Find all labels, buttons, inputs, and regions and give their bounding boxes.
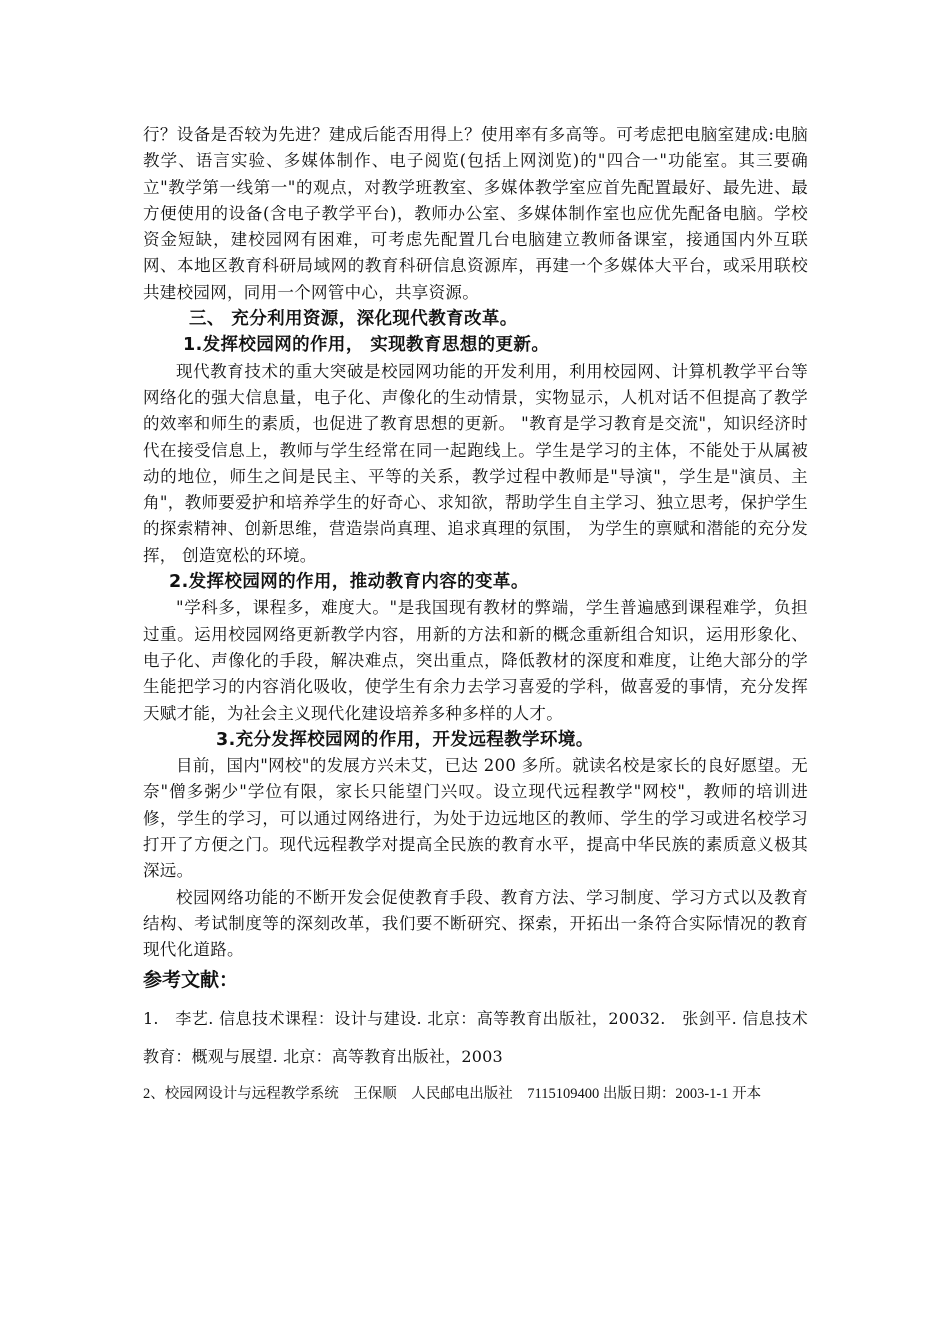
subsection-3-3-paragraph: 目前，国内"网校"的发展方兴未艾，已达 200 多所。就读名校是家长的良好愿望。无奈"僧多粥少"学位有限，家长只能望门兴叹。设立现代远程教学"网校"，教师的培训进修，学生的学习，可以通过网络进行，为处于边远地区的教师、学生的学习或进名校学习打开了方便之门。现代远程教学对提高全民族的教育水平，提高中华民族的素质意义极其深远。 xyxy=(143,756,808,881)
intro-paragraph: 行？设备是否较为先进？建成后能否用得上？使用率有多高等。可考虑把电脑室建成:电脑教学、语言实验、多媒体制作、电子阅览(包括上网浏览)的"四合一"功能室。其三要确立"教学第一线第一"的观点，对教学班教室、多媒体教学室应首先配置最好、最先进、最方便使用的设备(含电子教学平台)，教师办公室、多媒体制作室也应优先配备电脑。学校资金短缺，建校园网有困难，可考虑先配置几台电脑建立教师备课室，接通国内外互联网、本地区教育科研局域网的教育科研信息资源库，再建一个多媒体大平台，或采用联校共建校园网，同用一个网管中心，共享资源。 xyxy=(143,125,808,302)
reference-item-1: 1. 李艺. 信息技术课程：设计与建设. 北京：高等教育出版社，20032. 张剑平. 信息技术教育：概观与展望. 北京：高等教育出版社，2003 xyxy=(143,1008,808,1066)
document-page xyxy=(143,122,808,1106)
section-3-heading: 三、 充分利用资源，深化现代教育改革。 xyxy=(189,309,518,330)
reference-item-2: 2、校园网设计与远程教学系统 王保顺 人民邮电出版社 7115109400 出版日期：2003-1-1 开本 xyxy=(143,1085,762,1102)
subsection-3-2-heading: 2.发挥校园网的作用，推动教育内容的变革。 xyxy=(169,572,529,593)
references-title: 参考文献： xyxy=(143,968,239,991)
conclusion-paragraph: 校园网络功能的不断开发会促使教育手段、教育方法、学习制度、学习方式以及教育结构、考试制度等的深刻改革，我们要不断研究、探索，开拓出一条符合实际情况的教育现代化道路。 xyxy=(143,887,808,960)
subsection-3-2-paragraph: "学科多，课程多，难度大。"是我国现有教材的弊端，学生普遍感到课程难学，负担过重。运用校园网络更新教学内容，用新的方法和新的概念重新组合知识，运用形象化、电子化、声像化的手段，解决难点，突出重点，降低教材的深度和难度，让绝大部分的学生能把学习的内容消化吸收，使学生有余力去学习喜爱的学科，做喜爱的事情，充分发挥天赋才能，为社会主义现代化建设培养多种多样的人才。 xyxy=(143,598,808,723)
subsection-3-1-paragraph: 现代教育技术的重大突破是校园网功能的开发利用，利用校园网、计算机教学平台等网络化的强大信息量，电子化、声像化的生动情景，实物显示，人机对话不但提高了教学的效率和师生的素质，也促进了教育思想的更新。 "教育是学习教育是交流"，知识经济时代在接受信息上，教师与学生经常在同一起跑线上。学生是学习的主体，不能处于从属被动的地位，师生之间是民主、平等的关系，教学过程中教师是"导演"，学生是"演员、主角"，教师要爱护和培养学生的好奇心、求知欲，帮助学生自主学习、独立思考，保护学生的探索精神、创新思维，营造崇尚真理、追求真理的氛围， 为学生的禀赋和潜能的充分发挥， 创造宽松的环境。 xyxy=(143,361,808,565)
subsection-3-1-heading: 1.发挥校园网的作用， 实现教育思想的更新。 xyxy=(183,335,550,356)
subsection-3-3-heading: 3.充分发挥校园网的作用，开发远程教学环境。 xyxy=(216,729,594,750)
